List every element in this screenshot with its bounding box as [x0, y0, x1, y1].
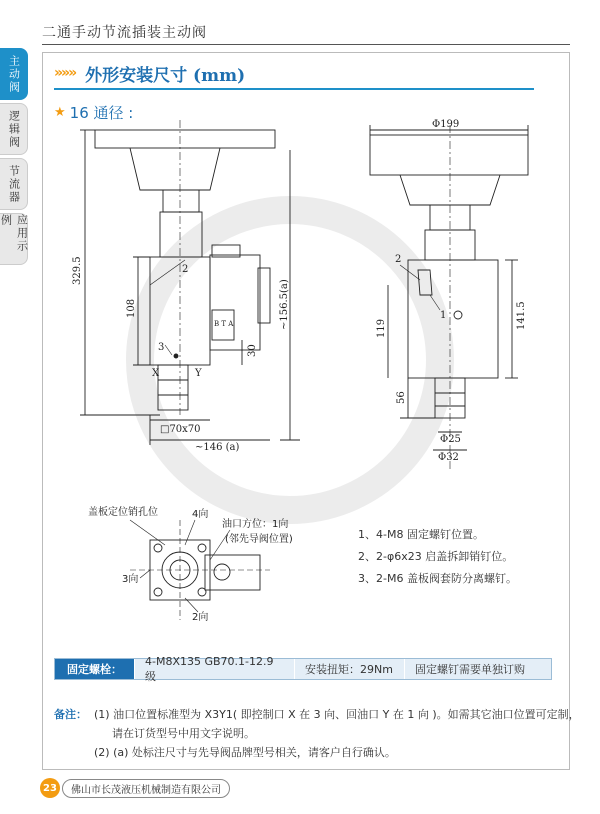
star-icon: ★ [54, 105, 66, 120]
callout-front-2: 2 [182, 264, 189, 275]
pilot-valve [210, 255, 260, 350]
note-item-3: 3、2-M6 盖板阀套防分离螺钉。 [358, 572, 517, 585]
side-tab-throttle[interactable]: 节流器 [0, 158, 28, 210]
callout-side-1: 1 [440, 310, 447, 321]
dir3-label: 3向 [122, 574, 139, 585]
spec-bar [54, 654, 552, 683]
front-view [80, 120, 300, 445]
spec-torque: 安装扭矩：29Nm [294, 659, 404, 679]
front-handwheel [95, 130, 275, 148]
page-number: 23 [40, 778, 60, 798]
dim-front-offset: 30 [247, 344, 258, 357]
callout-side-2: 2 [395, 254, 402, 265]
subsection-label: 16 通径 : [69, 104, 134, 122]
oil-port-label: 油口方位：1向 [222, 519, 289, 530]
dim-front-block: 108 [126, 298, 137, 318]
remark-line-2: 请在订货型号中用文字说明。 [112, 727, 255, 740]
callout-front-3: 3 [158, 342, 165, 353]
notes-list [358, 524, 517, 590]
spec-bolt: 4-M8X135 GB70.1-12.9 级 [134, 659, 294, 679]
front-wheel-hub [130, 148, 220, 190]
arrow-icon: »»» [54, 65, 76, 81]
pin-hole-label: 盖板定位销孔位 [88, 507, 158, 518]
side-handwheel [370, 135, 528, 175]
remark-line-1: (1) 油口位置标准型为 X3Y1( 即控制口 X 在 3 向、回油口 Y 在 1 向 )。如需其它油口位置可定制， [94, 708, 580, 721]
dim-side-top: Φ199 [432, 119, 460, 130]
dim-front-side: ~156.5(a) [279, 279, 290, 330]
side-view [370, 125, 528, 470]
dim-side-119: 119 [376, 318, 387, 338]
document-title: 二通手动节流插装主动阀 [42, 25, 207, 41]
section-title: 外形安装尺寸 (mm) [85, 65, 246, 86]
spec-note: 固定螺钉需要单独订购 [404, 659, 551, 679]
dim-side-56: 56 [396, 391, 407, 404]
dim-side-phi32: Φ32 [438, 452, 459, 463]
port-x-label: X [152, 368, 160, 379]
remarks-block [54, 705, 580, 762]
dim-side-phi25: Φ25 [440, 434, 461, 445]
side-tab-logic-valve[interactable]: 逻辑阀 [0, 103, 28, 155]
dir2-label: 2向 [192, 612, 209, 623]
dir4-label: 4向 [192, 509, 209, 520]
company-name: 佛山市长茂液压机械制造有限公司 [62, 779, 230, 798]
remark-line-3: (2) (a) 处标注尺寸与先导阀品牌型号相关，请客户自行确认。 [94, 746, 396, 759]
oil-port-note: (邻先导阀位置) [225, 534, 293, 545]
footer [40, 778, 230, 798]
remarks-label: 备注： [54, 708, 87, 721]
note-item-2: 2、2-φ6x23 启盖拆卸销钉位。 [358, 550, 514, 563]
dim-front-width: ~146 (a) [195, 442, 240, 453]
note-item-1: 1、4-M8 固定螺钉位置。 [358, 528, 484, 541]
pilot-plate-label: B T A [214, 320, 234, 328]
side-tab-main-valve[interactable]: 主动阀 [0, 48, 28, 100]
port-y-label: Y [195, 368, 202, 379]
side-tab-examples[interactable]: 应用示例 [0, 213, 28, 265]
dim-side-141: 141.5 [516, 301, 527, 330]
dim-front-square: □70x70 [160, 424, 201, 435]
dim-front-height: 329.5 [72, 256, 83, 285]
spec-label: 固定螺栓： [55, 659, 134, 679]
